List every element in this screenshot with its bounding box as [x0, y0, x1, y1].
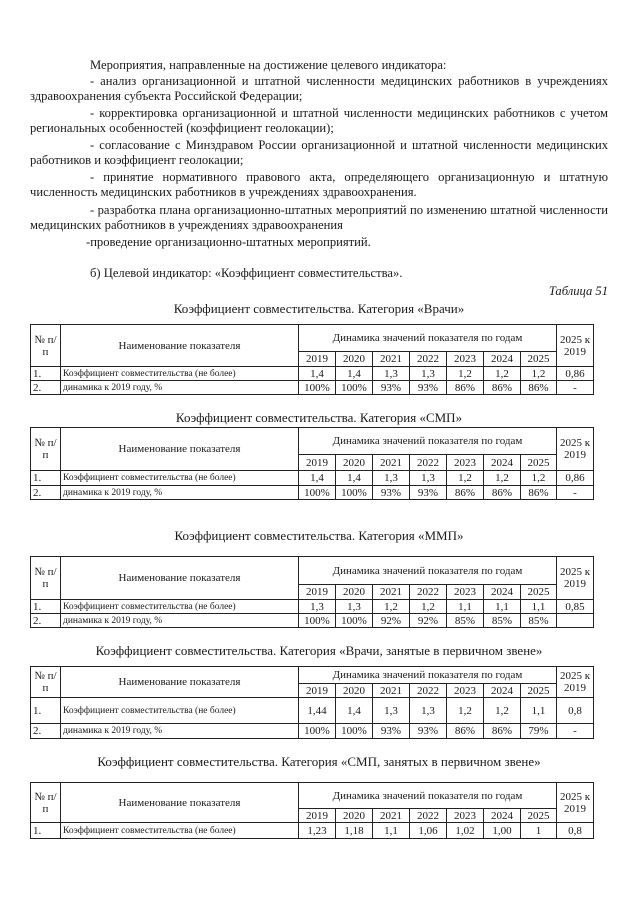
row-ratio: [557, 614, 594, 628]
table-row: [31, 367, 594, 381]
header-year: 2020: [336, 809, 373, 823]
row-ratio: -: [557, 486, 594, 500]
row-number: 1.: [31, 471, 61, 486]
row-value: 100%: [299, 724, 336, 739]
row-value: 85%: [521, 614, 557, 628]
row-value: 1,2: [410, 600, 447, 614]
row-value: 86%: [447, 381, 484, 395]
row-value: 1,4: [336, 471, 373, 486]
row-value: 86%: [484, 486, 521, 500]
header-year: 2025: [521, 455, 557, 471]
header-year: 2025: [521, 352, 557, 367]
table-row: [31, 486, 594, 500]
row-value: 1: [521, 823, 557, 839]
table-row: [31, 471, 594, 486]
row-number: 2.: [31, 614, 61, 628]
row-value: 1,4: [299, 471, 336, 486]
header-year: 2020: [336, 455, 373, 471]
row-value: 93%: [410, 381, 447, 395]
header-year: 2019: [299, 585, 336, 600]
header-year: 2024: [484, 809, 521, 823]
table-title: Коэффициент совместительства. Категория «Врачи»: [173, 301, 465, 316]
row-value: 1,4: [299, 367, 336, 381]
row-ratio: 0,8: [557, 823, 594, 839]
row-value: 1,00: [484, 823, 521, 839]
header-name: Наименование показателя: [61, 783, 299, 823]
table-title: Коэффициент совместительства. Категория «СМП, занятых в первичном звене»: [97, 754, 541, 769]
row-name: динамика к 2019 году, %: [61, 724, 299, 739]
row-name: Коэффициент совместительства (не более): [61, 600, 299, 614]
row-value: 1,3: [410, 471, 447, 486]
row-value: 100%: [299, 486, 336, 500]
row-value: 1,2: [521, 367, 557, 381]
header-num: № п/п: [31, 557, 61, 600]
row-value: 86%: [484, 724, 521, 739]
row-value: 92%: [373, 614, 410, 628]
row-name: Коэффициент совместительства (не более): [61, 471, 299, 486]
header-name: Наименование показателя: [61, 557, 299, 600]
row-ratio: -: [557, 724, 594, 739]
header-2025-vs-2019: 2025 к 2019: [557, 667, 594, 698]
row-value: 93%: [373, 381, 410, 395]
header-year: 2025: [521, 809, 557, 823]
table-row: [31, 614, 594, 628]
header-year: 2021: [373, 352, 410, 367]
table-row: [31, 823, 594, 839]
header-year: 2025: [521, 585, 557, 600]
header-2025-vs-2019: 2025 к 2019: [557, 557, 594, 600]
table-title: Коэффициент совместительства. Категория «ММП»: [174, 528, 464, 543]
header-dynamics: Динамика значений показателя по годам: [299, 783, 557, 809]
row-value: 1,1: [484, 600, 521, 614]
header-year: 2023: [447, 684, 484, 698]
indicator-table: [30, 427, 594, 500]
indicator-table: [30, 666, 594, 739]
header-year: 2023: [447, 585, 484, 600]
row-name: динамика к 2019 году, %: [61, 381, 299, 395]
row-value: 100%: [336, 486, 373, 500]
header-year: 2025: [521, 684, 557, 698]
row-value: 1,18: [336, 823, 373, 839]
row-value: 1,1: [373, 823, 410, 839]
row-number: 2.: [31, 724, 61, 739]
row-value: 85%: [484, 614, 521, 628]
row-value: 93%: [373, 724, 410, 739]
header-year: 2024: [484, 352, 521, 367]
table-number-label: Таблица 51: [548, 284, 608, 298]
header-year: 2023: [447, 809, 484, 823]
row-value: 1,3: [410, 698, 447, 724]
header-2025-vs-2019: 2025 к 2019: [557, 783, 594, 823]
intro-item: - анализ организационной и штатной численности медицинских работников в учреждениях здравоохранения субъекта Российской Федерации;: [30, 74, 608, 103]
header-year: 2022: [410, 684, 447, 698]
row-value: 1,3: [373, 471, 410, 486]
row-value: 1,2: [373, 600, 410, 614]
row-value: 86%: [447, 486, 484, 500]
table-row: [31, 698, 594, 724]
row-value: 86%: [521, 486, 557, 500]
row-value: 1,3: [299, 600, 336, 614]
row-number: 2.: [31, 486, 61, 500]
header-2025-vs-2019: 2025 к 2019: [557, 325, 594, 367]
header-name: Наименование показателя: [61, 325, 299, 367]
header-year: 2021: [373, 684, 410, 698]
row-value: 85%: [447, 614, 484, 628]
table-title: Коэффициент совместительства. Категория «Врачи, занятые в первичном звене»: [95, 643, 543, 658]
header-name: Наименование показателя: [61, 428, 299, 471]
row-value: 1,44: [299, 698, 336, 724]
header-year: 2019: [299, 455, 336, 471]
row-ratio: -: [557, 381, 594, 395]
header-year: 2022: [410, 455, 447, 471]
header-year: 2019: [299, 684, 336, 698]
row-value: 79%: [521, 724, 557, 739]
row-value: 1,02: [447, 823, 484, 839]
row-number: 2.: [31, 381, 61, 395]
row-value: 1,4: [336, 367, 373, 381]
row-value: 1,2: [484, 698, 521, 724]
row-number: 1.: [31, 600, 61, 614]
row-name: Коэффициент совместительства (не более): [61, 823, 299, 839]
row-name: динамика к 2019 году, %: [61, 486, 299, 500]
row-value: 93%: [373, 486, 410, 500]
row-value: 1,3: [373, 367, 410, 381]
header-year: 2019: [299, 809, 336, 823]
row-value: 1,2: [447, 471, 484, 486]
indicator-table: [30, 556, 594, 628]
row-value: 1,1: [521, 600, 557, 614]
row-value: 100%: [299, 614, 336, 628]
row-name: динамика к 2019 году, %: [61, 614, 299, 628]
table-row: [31, 724, 594, 739]
row-value: 1,2: [447, 367, 484, 381]
intro-item: - согласование с Минздравом России организационной и штатной численности медицинских работников и коэффициент геолокации;: [30, 138, 608, 167]
table-row: [31, 381, 594, 395]
row-value: 1,2: [521, 471, 557, 486]
header-year: 2023: [447, 352, 484, 367]
header-2025-vs-2019: 2025 к 2019: [557, 428, 594, 471]
row-ratio: 0,8: [557, 698, 594, 724]
header-year: 2021: [373, 455, 410, 471]
header-dynamics: Динамика значений показателя по годам: [299, 428, 557, 455]
row-value: 93%: [410, 486, 447, 500]
header-num: № п/п: [31, 667, 61, 698]
intro-item: - корректировка организационной и штатной численности медицинских работников с учетом региональных особенностей (коэффициент геолокации);: [30, 106, 608, 135]
row-name: Коэффициент совместительства (не более): [61, 698, 299, 724]
header-year: 2022: [410, 585, 447, 600]
header-year: 2019: [299, 352, 336, 367]
header-year: 2023: [447, 455, 484, 471]
header-year: 2022: [410, 352, 447, 367]
row-number: 1.: [31, 823, 61, 839]
row-value: 1,3: [410, 367, 447, 381]
header-name: Наименование показателя: [61, 667, 299, 698]
intro-item: - принятие нормативного правового акта, определяющего организационную и штатную численность медицинских работников в учреждениях здравоохранения.: [30, 170, 608, 199]
row-value: 100%: [336, 381, 373, 395]
table-title: Коэффициент совместительства. Категория «СМП»: [175, 410, 463, 425]
header-num: № п/п: [31, 428, 61, 471]
intro-heading: Мероприятия, направленные на достижение целевого индикатора:: [90, 58, 447, 72]
header-year: 2020: [336, 684, 373, 698]
row-ratio: 0,86: [557, 367, 594, 381]
header-year: 2021: [373, 585, 410, 600]
header-dynamics: Динамика значений показателя по годам: [299, 325, 557, 352]
row-value: 1,3: [336, 600, 373, 614]
row-number: 1.: [31, 367, 61, 381]
header-year: 2020: [336, 352, 373, 367]
row-value: 92%: [410, 614, 447, 628]
row-number: 1.: [31, 698, 61, 724]
row-value: 100%: [336, 614, 373, 628]
row-value: 86%: [484, 381, 521, 395]
row-value: 1,2: [484, 367, 521, 381]
header-year: 2024: [484, 585, 521, 600]
row-value: 1,4: [336, 698, 373, 724]
header-year: 2022: [410, 809, 447, 823]
row-value: 1,1: [521, 698, 557, 724]
row-value: 1,2: [484, 471, 521, 486]
header-num: № п/п: [31, 783, 61, 823]
row-value: 1,2: [447, 698, 484, 724]
row-value: 1,3: [373, 698, 410, 724]
row-ratio: 0,85: [557, 600, 594, 614]
header-dynamics: Динамика значений показателя по годам: [299, 667, 557, 684]
row-value: 100%: [336, 724, 373, 739]
row-value: 93%: [410, 724, 447, 739]
intro-item: -проведение организационно-штатных мероприятий.: [86, 235, 371, 249]
row-value: 86%: [521, 381, 557, 395]
indicator-table: [30, 324, 594, 395]
header-year: 2020: [336, 585, 373, 600]
header-num: № п/п: [31, 325, 61, 367]
indicator-table: [30, 782, 594, 839]
header-dynamics: Динамика значений показателя по годам: [299, 557, 557, 585]
row-name: Коэффициент совместительства (не более): [61, 367, 299, 381]
indicator-heading: б) Целевой индикатор: «Коэффициент совместительства».: [90, 266, 403, 280]
row-value: 1,23: [299, 823, 336, 839]
intro-item: - разработка плана организационно-штатных мероприятий по изменению штатной численности медицинских работников в учреждениях здравоохранения: [30, 203, 608, 232]
row-value: 86%: [447, 724, 484, 739]
header-year: 2024: [484, 684, 521, 698]
row-ratio: 0,86: [557, 471, 594, 486]
header-year: 2021: [373, 809, 410, 823]
header-year: 2024: [484, 455, 521, 471]
table-row: [31, 600, 594, 614]
row-value: 100%: [299, 381, 336, 395]
row-value: 1,1: [447, 600, 484, 614]
row-value: 1,06: [410, 823, 447, 839]
